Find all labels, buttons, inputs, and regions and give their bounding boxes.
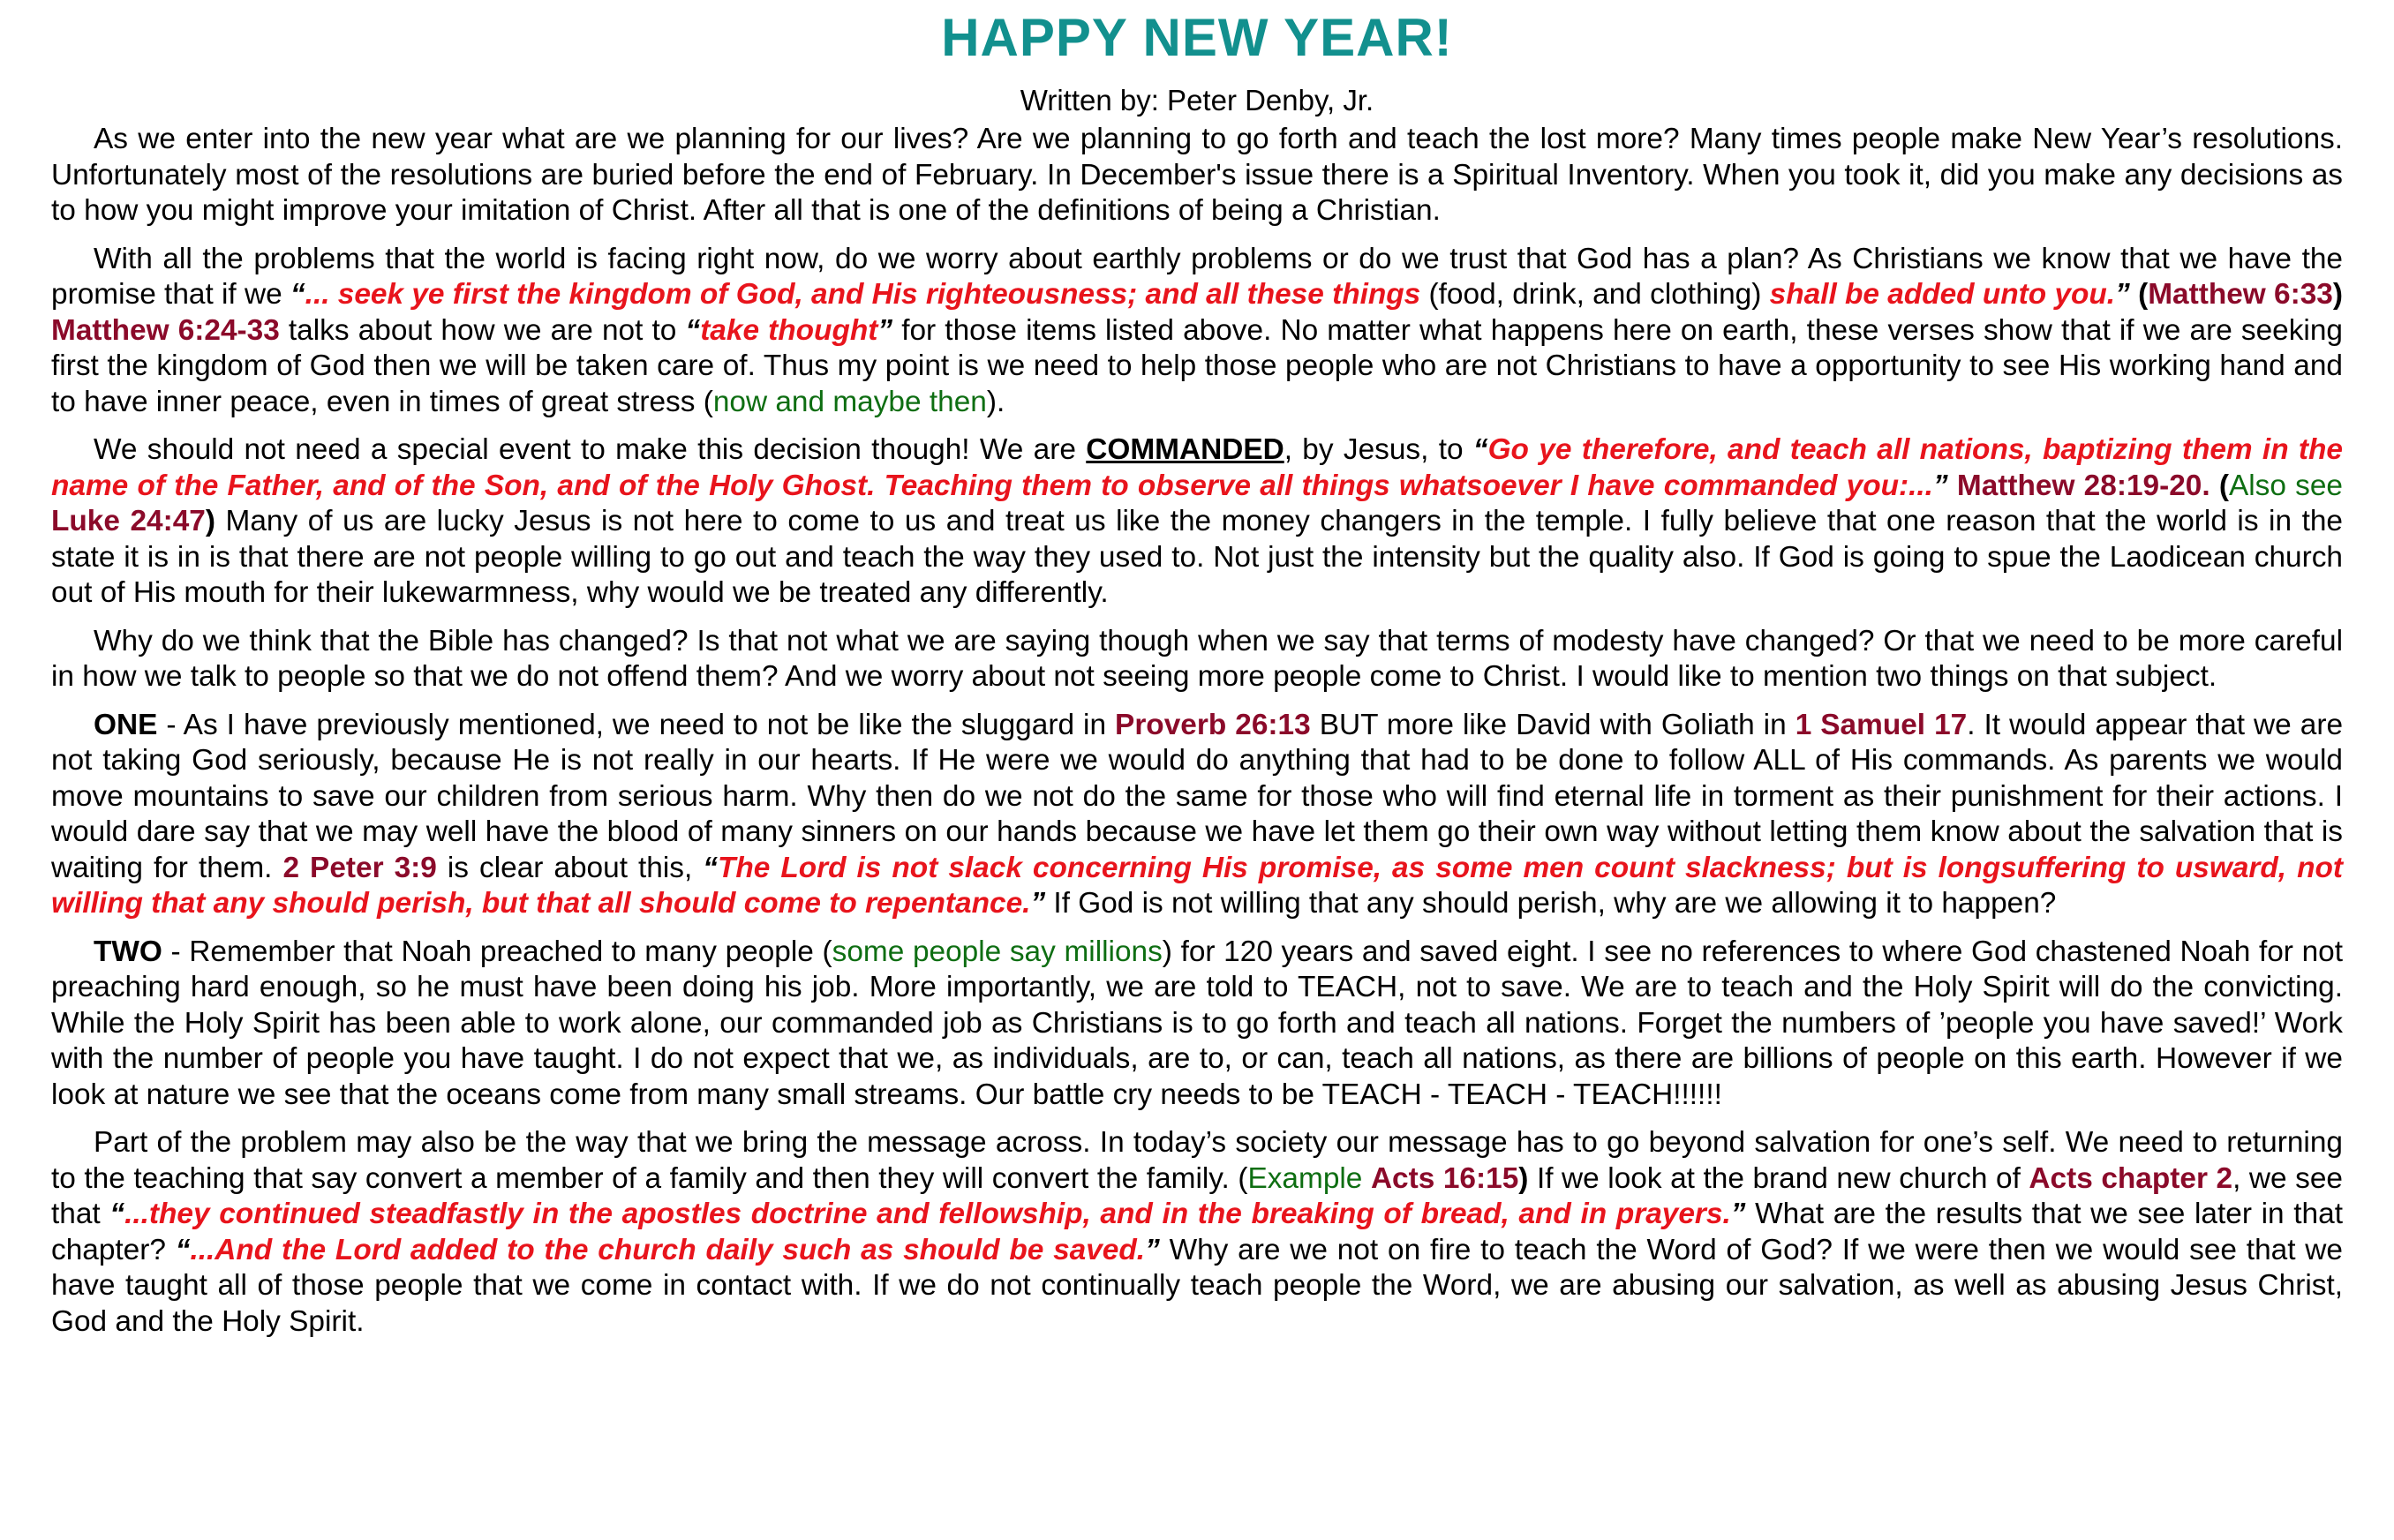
scripture-reference: Matthew 28:19-20.	[1956, 469, 2210, 502]
aside-text: Also see	[2228, 469, 2344, 502]
body-text: We should not need a special event to make this decision though! We are	[94, 433, 1087, 466]
bold-text: )	[1518, 1161, 1529, 1195]
body-text	[1948, 470, 1957, 502]
article-byline: Written by: Peter Denby, Jr.	[1020, 84, 1374, 116]
body-text: , by Jesus, to	[1284, 433, 1473, 466]
scripture-reference: 1 Samuel 17	[1795, 708, 1968, 741]
paragraph	[51, 432, 2343, 612]
paragraph	[51, 242, 2343, 421]
scripture-reference: Acts chapter 2	[2029, 1161, 2233, 1195]
body-text: for those items listed above. No matter what happens here on earth, these verses show that if we are seeking first the kingdom of God then we will be taken care of. Thus my point is we need to help those people who are not Christians to have a opportunity to see His working hand and to have inner peace, even in times of great stress (	[51, 313, 2343, 418]
paragraph	[51, 1125, 2343, 1340]
body-text: What are the results that we see later in that chapter?	[51, 1198, 2343, 1266]
body-text: Part of the problem may also be the way that we bring the message across. In today’s society our message has to go beyond salvation for one’s self. We need to returning to the teaching that say convert a member of a family and then they will convert the family. (	[51, 1126, 2343, 1195]
scripture-reference: Luke 24:47	[51, 505, 206, 537]
aside-text: some people say millions	[832, 935, 1163, 968]
body-text: With all the problems that the world is facing right now, do we worry about earthly problems or do we trust that God has a plan? As Christians we know that we have the promise that if we	[51, 242, 2343, 311]
bold-text: )	[205, 505, 215, 537]
body-text: talks about how we are not to	[279, 313, 686, 347]
article-page	[0, 8, 2394, 1540]
body-text: ) for 120 years and saved eight. I see no references to where God chastened Noah for not preaching hard enough, so he must have been doing his job. More importantly, we are told to TEACH, not to save. We are to teach and the Holy Spirit will do the convicting. While the Holy Spirit has been able to work alone, our commanded job as Christians is to go forth and teach all nations. Forget the numbers of ’people you have saved!’ Work with the number of people you have taught. I do not expect that we, as individuals, are to, or can, teach all nations, as there are billions of people on this earth. However if we look at nature we see that the oceans come from many small streams. Our battle cry needs to be TEACH - TEACH - TEACH!!!!!!	[51, 935, 2343, 1111]
body-text: ).	[986, 385, 1005, 418]
quote-mark: ”	[1932, 469, 1948, 502]
quote-mark: “	[175, 1233, 191, 1266]
aside-text: Example	[1247, 1161, 1371, 1195]
emphasis-text: COMMANDED	[1086, 433, 1284, 466]
quote-mark: “	[290, 278, 305, 311]
scripture-reference: Matthew 6:33	[2148, 278, 2333, 311]
body-text: Many of us are lucky Jesus is not here to come to us and treat us like the money changers in the temple. I fully believe that one reason that the world is in the state it is in is that there are not people willing to go out and teach the way they used to. Not just the intensity but the quality also. If God is going to spue the Laodicean church out of His mouth for their lukewarmness, why would we be treated any differently.	[51, 505, 2343, 609]
quote-mark: “	[685, 313, 701, 347]
scripture-quote: Go ye therefore, and teach all nations, baptizing them in the name of the Father, and of the Son, and of the Holy Ghost. Teaching them to observe all things whatsoever I have commanded you:...	[51, 433, 2343, 502]
body-text: , we see that	[51, 1161, 2343, 1230]
article-title: HAPPY NEW YEAR!	[941, 8, 1453, 67]
paragraph	[51, 935, 2343, 1114]
bold-text: (	[2129, 278, 2149, 311]
quote-mark: ”	[877, 313, 893, 347]
scripture-reference: Acts 16:15	[1370, 1161, 1519, 1195]
body-text: As we enter into the new year what are we planning for our lives? Are we planning to go forth and teach the lost more? Many times people make New Year’s resolutions. Unfortunately most of the resolutions are buried before the end of February. In December's issue there is a Spiritual Inventory. When you took it, did you make any decisions as to how you might improve your imitation of Christ. After all that is one of the definitions of being a Christian.	[51, 123, 2343, 227]
scripture-quote: ... seek ye first the kingdom of God, and His righteousness; and all these things	[305, 278, 1421, 311]
aside-text: now and maybe then	[712, 385, 987, 418]
scripture-reference: Matthew 6:24-33	[51, 313, 280, 347]
paragraph	[51, 122, 2343, 229]
quote-mark: “	[703, 851, 718, 884]
body-text: - As I have previously mentioned, we need to not be like the sluggard in	[157, 708, 1116, 741]
scripture-quote: take thought	[700, 313, 878, 347]
bold-text: TWO	[94, 935, 162, 968]
paragraph	[51, 708, 2343, 922]
bold-text: ONE	[94, 708, 158, 741]
body-text: Why do we think that the Bible has changed? Is that not what we are saying though when we say that terms of modesty have changed? Or that we need to be more careful in how we talk to people so that we do not offend them? And we worry about not seeing more people come to Christ. I would like to mention two things on that subject.	[51, 624, 2343, 693]
scripture-reference: Proverb 26:13	[1115, 708, 1311, 741]
body-text: Why are we not on fire to teach the Word of God? If we were then we would see that we have taught all of those people that we come in contact with. If we do not continually teach people the Word, we are abusing our salvation, as well as abusing Jesus Christ, God and the Holy Spirit.	[51, 1233, 2343, 1338]
bold-text: )	[2332, 278, 2344, 311]
scripture-quote: ...they continued steadfastly in the apostles doctrine and fellowship, and in the breaking of bread, and in prayers.	[124, 1198, 1731, 1230]
body-text: is clear about this,	[436, 851, 704, 884]
body-text: . It would appear that we are not taking God seriously, because He is not really in our hearts. If He were we would do anything that had to be done to follow ALL of His commands. As parents we would move mountains to save our children from serious harm. Why then do we not do the same for those who will find eternal life in torment as their punishment for their actions. I would dare say that we may well have the blood of many sinners on our hands because we have let them go their own way without letting them know about the salvation that is waiting for them.	[51, 708, 2344, 884]
quote-mark: ”	[1730, 1198, 1746, 1230]
paragraph	[51, 624, 2343, 695]
body-text: - Remember that Noah preached to many people (	[162, 935, 832, 968]
quote-mark: “	[109, 1198, 125, 1230]
quote-mark: ”	[1030, 887, 1046, 920]
body-text: (food, drink, and clothing)	[1420, 278, 1770, 311]
scripture-quote: ...And the Lord added to the church daily such as should be saved.	[190, 1233, 1146, 1266]
body-text: If God is not willing that any should perish, why are we allowing it to happen?	[1045, 887, 2057, 920]
body-text: BUT more like David with Goliath in	[1310, 708, 1796, 741]
quote-mark: ”	[1145, 1233, 1160, 1266]
article-body	[51, 122, 2343, 1340]
scripture-quote: The Lord is not slack concerning His promise, as some men count slackness; but is longsuffering to usward, not willing that any should perish, but that all should come to repentance.	[51, 851, 2343, 920]
quote-mark: ”	[2115, 278, 2130, 311]
body-text: If we look at the brand new church of	[1528, 1161, 2029, 1195]
bold-text: (	[2210, 469, 2229, 502]
quote-mark: “	[1472, 433, 1488, 466]
scripture-quote: shall be added unto you.	[1769, 278, 2116, 311]
scripture-reference: 2 Peter 3:9	[282, 851, 437, 884]
